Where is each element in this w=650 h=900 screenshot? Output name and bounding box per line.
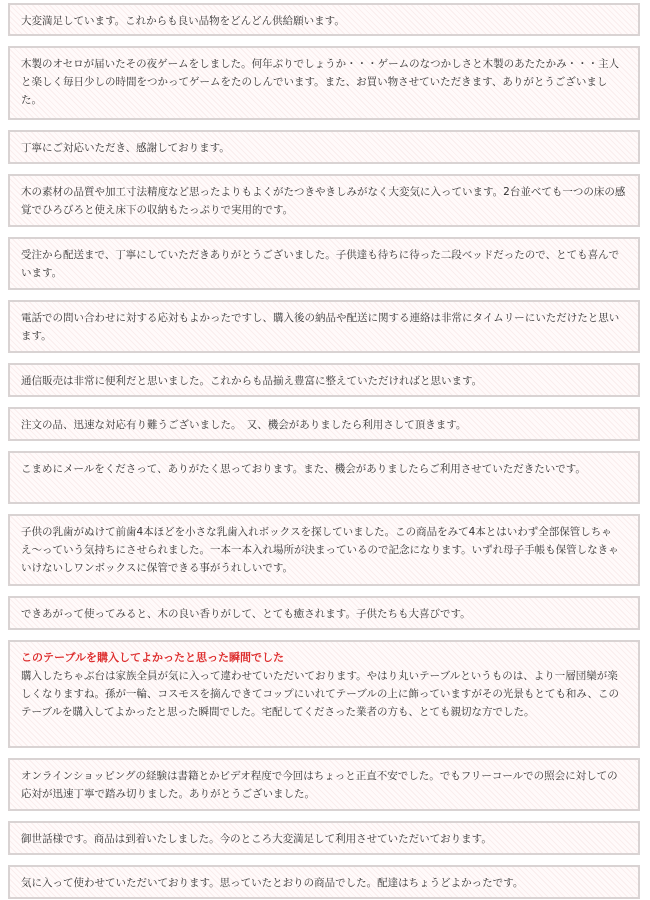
review-text: こまめにメールをくださって、ありがたく思っております。また、機会がありましたらご利用させていただきたいです。 xyxy=(21,463,586,475)
review-text: 電話での問い合わせに対する応対もよかったですし、購入後の納品や配送に関する連絡は非常にタイムリーにいただけたと思います。 xyxy=(21,312,620,342)
review-item xyxy=(8,758,640,811)
review-text: 御世話様です。商品は到着いたしました。今のところ大変満足して利用させていただいております。 xyxy=(21,833,492,845)
review-text: できあがって使ってみると、木の良い香りがして、とても癒されます。子供たちも大喜びです。 xyxy=(21,608,471,620)
review-item xyxy=(8,821,640,855)
review-text: 購入したちゃぶ台は家族全員が気に入って違わせていただいております。やはり丸いテーブルというものは、より一層団欒が楽しくなりますね。孫が一輪、コスモスを摘んできてコップにいれてテーブルの上に飾っていますがその光景もとても和み、このテーブルを購入してよかったと思った瞬間でした。宅配してくださった業者の方も、とても親切な方でした。 xyxy=(21,670,619,718)
review-heading: このテーブルを購入してよかったと思った瞬間でした xyxy=(21,651,285,664)
review-text: 受注から配送まで、丁寧にしていただきありがとうございました。子供達も待ちに待った二段ベッドだったので、とても喜んでいます。 xyxy=(21,249,620,279)
review-text: 通信販売は非常に便利だと思いました。これからも品揃え豊富に整えていただければと思います。 xyxy=(21,375,483,387)
review-text: 丁寧にご対応いただき、感謝しております。 xyxy=(21,142,230,154)
review-item-featured xyxy=(8,640,640,748)
review-item xyxy=(8,174,640,227)
review-text: 気に入って使わせていただいております。思っていたとおりの商品でした。配達はちょうどよかったです。 xyxy=(21,877,524,889)
review-text: 子供の乳歯がぬけて前歯4本ほどを小さな乳歯入れボックスを探していました。この商品をみて4本とはいわず全部保管しちゃえ〜っていう気持ちにさせられました。一本一本入れ場所が決まっているので記念になります。いずれ母子手帳も保管しなきゃいけないしワンボックスに保管できる事がうれしいです。 xyxy=(21,526,619,574)
review-text: 木製のオセロが届いたその夜ゲームをしました。何年ぶりでしょうか・・・ゲームのなつかしさと木製のあたたかみ・・・主人と楽しく毎日少しの時間をつかってゲームをたのしんでいます。また、お買い物させていただきます、ありがとうございました。 xyxy=(21,58,620,106)
review-text: 大変満足しています。これからも良い品物をどんどん供給願います。 xyxy=(21,15,345,27)
review-item xyxy=(8,865,640,899)
review-item xyxy=(8,3,640,36)
review-text: オンラインショッピングの経験は書籍とかビデオ程度で今回はちょっと正直不安でした。でもフリーコールでの照会に対しての応対が迅速丁寧で踏み切りました。ありがとうございました。 xyxy=(21,770,618,800)
review-item xyxy=(8,407,640,441)
review-text: 注文の品、迅速な対応有り難うございました。 又、機会がありましたら利用さして頂きます。 xyxy=(21,419,467,431)
review-item xyxy=(8,363,640,397)
review-item xyxy=(8,596,640,630)
review-text: 木の素材の品質や加工寸法精度など思ったよりもよくがたつきやきしみがなく大変気に入っています。2台並べても一つの床の感覚でひろびろと使え床下の収納もたっぷりで実用的です。 xyxy=(21,186,626,216)
review-item xyxy=(8,46,640,120)
review-item xyxy=(8,514,640,586)
review-item xyxy=(8,237,640,290)
review-item xyxy=(8,451,640,504)
review-item xyxy=(8,300,640,353)
review-item xyxy=(8,130,640,164)
